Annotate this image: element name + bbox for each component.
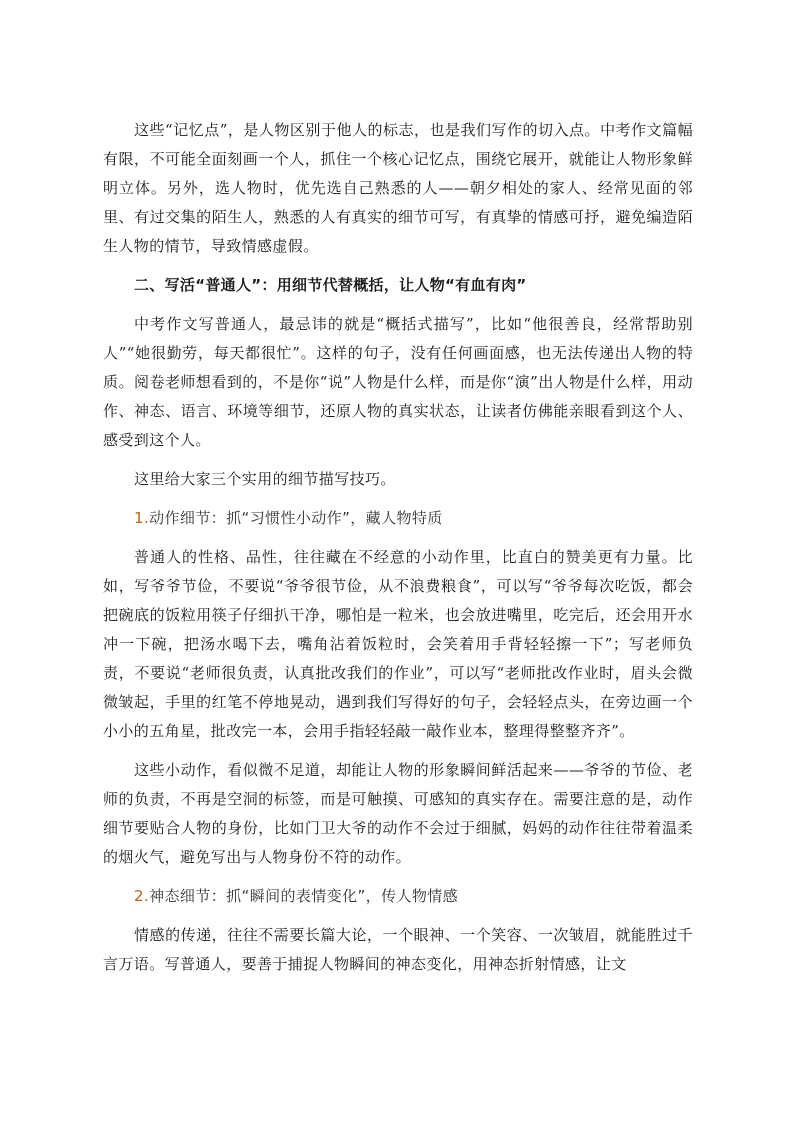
paragraph-action-examples: 普通人的性格、品性，往往藏在不经意的小动作里，比直白的赞美更有力量。比如，写爷爷节俭，不要说“爷爷很节俭，从不浪费粮食”，可以写“爷爷每次吃饭，都会把碗底的饭粒用筷子仔细扒干净，哪怕是一粒米，也会放进嘴里，吃完后，还会用开水冲一下碗，把汤水喝下去，嘴角沾着饭粒时，会笑着用手背轻轻擦一下”；写老师负责，不要说“老师很负责，认真批改我们的作业”，可以写“老师批改作业时，眉头会微微皱起，手里的红笔不停地晃动，遇到我们写得好的句子，会轻轻点头，在旁边画一个小小的五角星，批改完一本，会用手指轻轻敲一敲作业本，整理得整整齐齐”。 (103, 548, 693, 740)
subheading-text-1: 动作细节：抓“习惯性小动作”，藏人物特质 (149, 509, 443, 527)
subheading-expression-details (103, 882, 693, 911)
paragraph-memory-points: 这些“记忆点”，是人物区别于他人的标志，也是我们写作的切入点。中考作文篇幅有限，不可能全面刻画一个人，抓住一个核心记忆点，围绕它展开，就能让人物形象鲜明立体。另外，选人物时，优先选自己熟悉的人——朝夕相处的家人、经常见面的邻里、有过交集的陌生人，熟悉的人有真实的细节可写，有真挚的情感可抒，避免编造陌生人物的情节，导致情感虚假。 (103, 121, 693, 255)
section-heading-two: 二、写活“普通人”：用细节代替概括，让人物“有血有肉” (134, 276, 527, 294)
subheading-number-1: 1. (134, 509, 150, 527)
paragraph-three-tips: 这里给大家三个实用的细节描写技巧。 (134, 470, 396, 488)
document-body (103, 116, 693, 979)
subheading-action-details (103, 504, 693, 533)
paragraph-avoid-summary: 中考作文写普通人，最忌讳的就是“概括式描写”，比如“他很善良，经常帮助别人”“她很勤劳，每天都很忙”。这样的句子，没有任何画面感，也无法传递出人物的特质。阅卷老师想看到的，不是你“说”人物是什么样，而是你“演”出人物是什么样，用动作、神态、语言、环境等细节，还原人物的真实状态，让读者仿佛能亲眼看到这个人、感受到这个人。 (103, 315, 693, 449)
paragraph-expression-intro: 情感的传递，往往不需要长篇大论，一个眼神、一个笑容、一次皱眉，就能胜过千言万语。写普通人，要善于捕捉人物瞬间的神态变化，用神态折射情感，让文 (103, 926, 693, 973)
subheading-number-2: 2. (134, 887, 150, 905)
subheading-text-2: 神态细节：抓“瞬间的表情变化”，传人物情感 (149, 887, 459, 905)
paragraph-action-summary: 这些小动作，看似微不足道，却能让人物的形象瞬间鲜活起来——爷爷的节俭、老师的负责，不再是空洞的标签，而是可触摸、可感知的真实存在。需要注意的是，动作细节要贴合人物的身份，比如门卫大爷的动作不会过于细腻，妈妈的动作往往带着温柔的烟火气，避免写出与人物身份不符的动作。 (103, 761, 693, 866)
